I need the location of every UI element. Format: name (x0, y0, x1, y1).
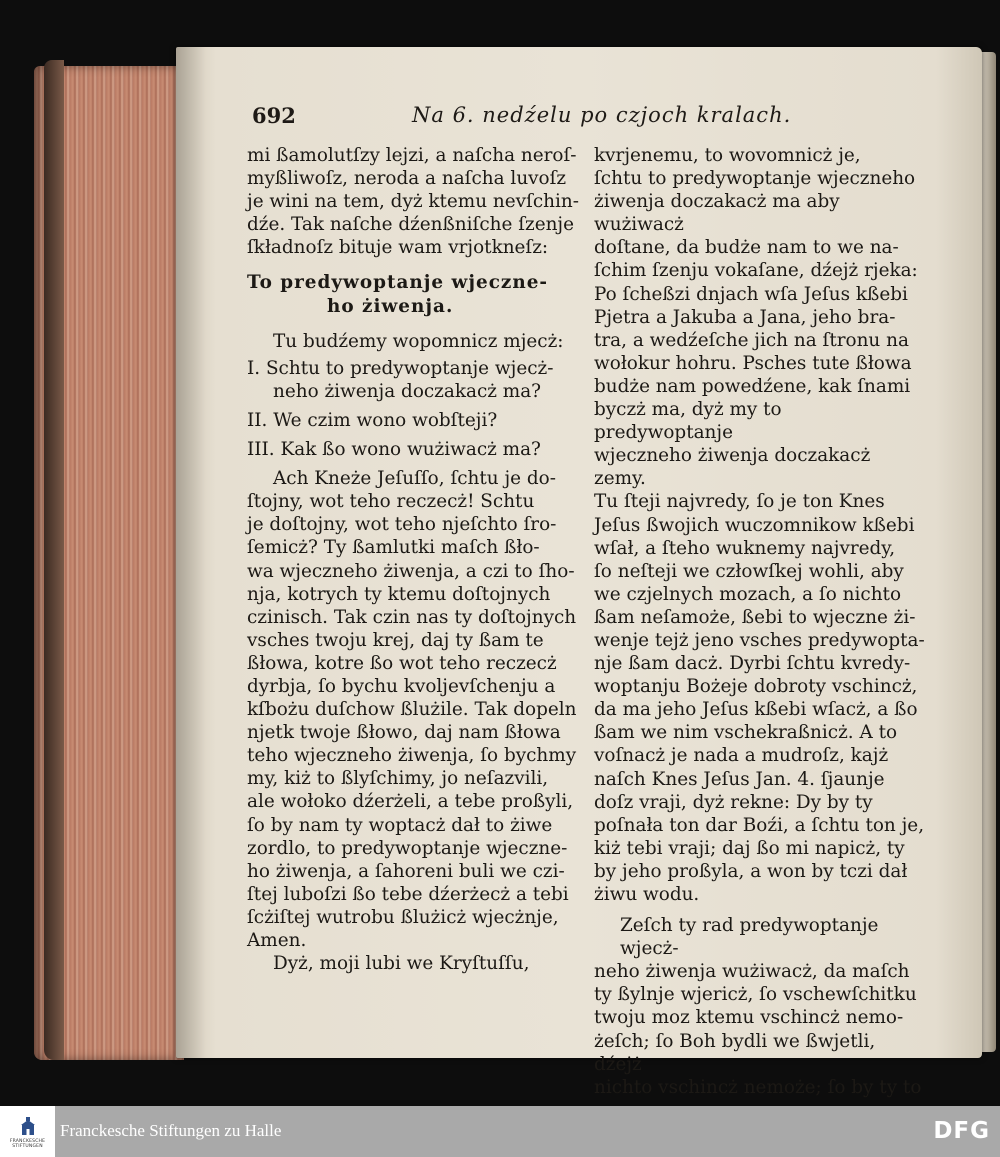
text-line: we czjelnych mozach, a ſo nichto (594, 583, 902, 605)
text-line: żiwu wodu. (594, 884, 700, 905)
section-heading: ho żiwenja. (327, 295, 454, 317)
text-line: teho wjeczneho żiwenja, ſo bychmy (247, 745, 577, 767)
outline-item-1: I. Schtu to predywoptanje wjecż- (247, 357, 554, 379)
text-line: ßam we nim vschekraßnicż. A to (594, 722, 898, 744)
text-line: byczż ma, dyż my to predywoptanje (594, 399, 782, 444)
text-line: dźe. Tak naſche dźenßniſche ſzenje (247, 214, 575, 236)
text-line: naſch Knes Jeſus Jan. 4. ſjaunje (594, 768, 885, 790)
text-line: kſbożu duſchow ßlużile. Tak dopeln (247, 699, 577, 721)
spine-shadow (176, 47, 206, 1058)
text-line: voſnacż je nada a mudroſz, kajż (594, 745, 889, 767)
text-line: żeſch; ſo Boh bydli we ßwjetli, dźejż (594, 1030, 876, 1075)
text-line: ſo by nam ty woptacż dał to żiwe (247, 814, 553, 836)
text-line: je doſtojny, wot teho njeſchto ſro- (247, 514, 557, 536)
building-logo-icon (18, 1115, 38, 1139)
text-line: Pjetra a Jakuba a Jana, jeho bra- (594, 306, 896, 328)
left-text-column (247, 144, 579, 975)
text-line: poſnała ton dar Boźi, a ſchtu ton je, (594, 814, 925, 836)
text-line: Amen. (247, 930, 307, 951)
text-line: ſo neſteji we człowſkej wohli, aby (594, 560, 904, 582)
book-cover-edge (44, 60, 64, 1060)
text-line: tra, a wedźeſche jich na ſtronu na (594, 329, 909, 351)
text-line: budże nam powedźene, kak ſnami (594, 375, 911, 397)
footer-bar (0, 1106, 1000, 1157)
text-line: zordlo, to predywoptanje wjeczne- (247, 837, 568, 859)
text-line: neho żiwenja doczakacż ma? (273, 380, 542, 402)
outline-item-2: II. We czim wono wobſteji? (247, 409, 498, 431)
text-line: ale wołoko dźerżeli, a tebe proßyli, (247, 791, 574, 813)
institution-logo[interactable] (0, 1106, 55, 1157)
institution-name[interactable]: Franckesche Stiftungen zu Halle (60, 1121, 282, 1140)
text-line: ſchtu to predywoptanje wjeczneho (594, 168, 916, 190)
outline-item-3: III. Kak ßo wono wużiwacż ma? (247, 439, 541, 461)
text-line: vsches twoju krej, daj ty ßam te (247, 629, 544, 651)
text-line: ſtej luboſzi ßo tebe dźerżecż a tebi (247, 883, 569, 905)
text-line: neho żiwenja wużiwacż, da maſch (594, 961, 910, 983)
text-line: Dyż, moji lubi we Kryſtuſſu, (273, 953, 530, 975)
text-line: ßłowa, kotre ßo wot teho reczecż (247, 652, 557, 674)
text-line: Po ſcheßzi dnjach wſa Jeſus kßebi (594, 283, 908, 305)
text-line: żiwenja doczakacż ma aby wużiwacż (594, 191, 840, 236)
text-line: wſał, a ſteho wuknemy najvredy, (594, 537, 896, 559)
text-line: Zeſch ty rad predywoptanje wjecż- (620, 915, 879, 960)
text-line: Jeſus ßwojich wuczomnikow kßebi (594, 514, 915, 536)
text-line: wenje tejż jeno vsches predywopta- (594, 629, 925, 651)
text-line: ho żiwenja, a ſahoreni buli we czi- (247, 860, 565, 882)
text-line: kvrjenemu, to wovomnicż je, (594, 145, 861, 166)
page-number: 692 (252, 103, 296, 128)
dfg-logo[interactable]: DFG (933, 1118, 990, 1144)
text-line: kiż tebi vraji; daj ßo mi napicż, ty (594, 837, 905, 859)
text-line: wa wjeczneho żiwenja, a czi to ſho- (247, 560, 575, 582)
text-line: wołokur hohru. Psches tute ßłowa (594, 352, 912, 374)
text-line: dyrbja, ſo bychu kvoljevſchenju a (247, 675, 556, 697)
text-line: ſchim ſzenju vokaſane, dźejż rjeka: (594, 260, 918, 282)
text-line: ßam neſamoże, ßebi to wjeczne żi- (594, 606, 916, 628)
running-title: Na 6. nedźelu po czjoch kralach. (412, 103, 792, 127)
page-header (252, 103, 972, 137)
text-line: Tu budźemy wopomnicz mjecż: (273, 330, 564, 352)
text-line: da ma jeho Jeſus kßebi wſacż, a ßo (594, 699, 918, 721)
text-line: mi ßamolutſzy lejzi, a naſcha neroſ- (247, 145, 577, 166)
text-line: ſkładnoſz bituje wam vrjotkneſz: (247, 237, 549, 259)
text-line: ſcżiſtej wutrobu ßlużicż wjecżnje, (247, 906, 559, 928)
right-text-column (594, 144, 926, 1099)
text-line: nichto vschincż nemoże; ſo by ty to (594, 1076, 922, 1098)
text-line: woptanju Bożeje dobroty vschincż, (594, 676, 918, 698)
text-line: my, kiż to ßlyſchimy, jo neſazvili, (247, 768, 549, 790)
text-line: ty ßylnje wjericż, ſo vschewſchitku (594, 984, 917, 1006)
text-line: ſemicż? Ty ßamlutki maſch ßło- (247, 537, 540, 559)
text-line: je wini na tem, dyż ktemu nevſchin- (247, 191, 579, 213)
text-line: nja, kotrych ty ktemu doſtojnych (247, 583, 551, 605)
text-line: Tu ſteji najvredy, ſo je ton Knes (594, 491, 885, 513)
text-line: by jeho proßyla, a won by tczi dał (594, 860, 908, 882)
text-line: njetk twoje ßłowo, daj nam ßłowa (247, 722, 561, 744)
logo-text: FRANCKESCHE STIFTUNGEN (9, 1138, 46, 1149)
text-line: doſtane, da budże nam to we na- (594, 237, 899, 259)
text-line: myßliwoſz, neroda a naſcha luvoſz (247, 168, 567, 190)
text-line: nje ßam dacż. Dyrbi ſchtu kvredy- (594, 653, 911, 675)
text-line: wjeczneho żiwenja doczakacż zemy. (594, 445, 871, 490)
text-line: ſtojny, wot teho reczecż! Schtu (247, 491, 535, 513)
text-line: twoju moz ktemu vschincż nemo- (594, 1007, 904, 1029)
text-line: czinisch. Tak czin nas ty doſtojnych (247, 606, 577, 628)
text-line: Ach Kneże Jeſuſſo, ſchtu je do- (273, 468, 556, 490)
text-line: doſz vraji, dyż rekne: Dy by ty (594, 791, 873, 813)
section-heading: To predywoptanje wjeczne- (247, 272, 549, 294)
